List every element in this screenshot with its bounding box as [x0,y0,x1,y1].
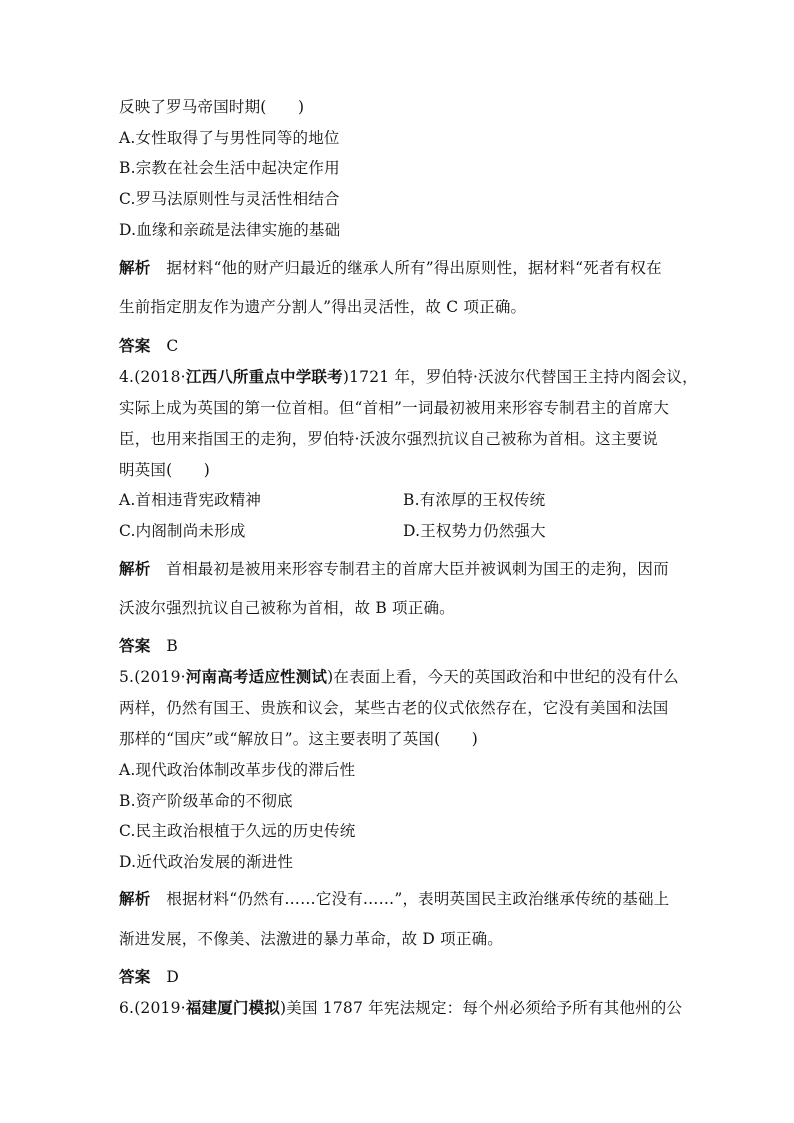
q6-source: 福建厦门模拟 [185,998,281,1017]
q3-answer-value: C [166,337,179,355]
q4-number: 4.(2018· [119,368,186,386]
q4-stem-line-4: 明英国( ) [119,461,210,479]
q4-option-d: D.王权势力仍然强大 [403,522,546,540]
q5-stem-line-1 [119,667,679,687]
q5-answer-label: 答案 [119,967,151,986]
q4-option-a: A.首相违背宪政精神 [119,491,262,509]
q3-stem-tail: 反映了罗马帝国时期( ) [119,98,305,116]
q4-option-b: B.有浓厚的王权传统 [403,491,546,509]
q5-stem-line-3: 那样的“国庆”或“解放日”。这主要表明了英国( ) [119,730,478,748]
q5-answer-value: D [166,968,180,986]
q4-option-c: C.内阁制尚未形成 [119,522,246,540]
q6-stem-line-1 [119,998,682,1018]
q5-option-c: C.民主政治根植于久远的历史传统 [119,822,356,840]
q4-options-row-1 [119,490,261,510]
q3-option-d: D.血缘和亲疏是法律实施的基础 [119,221,341,239]
q3-analysis-label: 解析 [119,258,151,277]
q3-answer-label: 答案 [119,336,151,355]
q5-analysis-line-1 [119,889,669,909]
q5-option-b: B.资产阶级革命的不彻底 [119,792,293,810]
q4-source: 江西八所重点中学联考 [185,367,343,386]
q4-stem-line-1 [119,367,698,387]
q6-number: 6.(2019· [119,999,186,1017]
q3-analysis-line-1 [119,258,662,278]
q5-number: 5.(2019· [119,668,186,686]
q6-stem-rest: )美国 1787 年宪法规定：每个州必须给予所有其他州的公 [280,999,683,1017]
q3-analysis-text-1: 据材料“他的财产归最近的继承人所有”得出原则性，据材料“死者有权在 [166,259,662,277]
q5-option-a: A.现代政治体制改革步伐的滞后性 [119,761,356,779]
q5-answer [119,967,179,987]
q5-option-d: D.近代政治发展的渐进性 [119,853,294,871]
q3-option-a: A.女性取得了与男性同等的地位 [119,129,340,147]
q5-analysis-text-1: 根据材料“仍然有……它没有……”，表明英国民主政治继承传统的基础上 [166,890,670,908]
q4-answer-value: B [166,637,178,655]
q4-answer [119,636,178,656]
q4-analysis-line-1 [119,559,669,579]
q4-analysis-line-2: 沃波尔强烈抗议自己被称为首相，故 B 项正确。 [119,599,455,617]
q5-stem-line-2: 两样，仍然有国王、贵族和议会，某些古老的仪式依然存在，它没有美国和法国 [119,699,669,717]
q4-answer-label: 答案 [119,636,151,655]
q3-option-b: B.宗教在社会生活中起决定作用 [119,159,340,177]
q4-stem-line-3: 臣，也用来指国王的走狗，罗伯特·沃波尔强烈抗议自己被称为首相。这主要说 [119,430,658,448]
q5-analysis-line-2: 渐进发展，不像美、法激进的暴力革命，故 D 项正确。 [119,930,503,948]
q5-analysis-label: 解析 [119,889,151,908]
q3-option-c: C.罗马法原则性与灵活性相结合 [119,190,340,208]
q5-stem-rest: )在表面上看，今天的英国政治和中世纪的没有什么 [327,668,679,686]
q4-stem-rest: )1721 年，罗伯特·沃波尔代替国王主持内阁会议， [342,368,698,386]
q3-answer [119,336,178,356]
q5-source: 河南高考适应性测试 [185,667,328,686]
q4-analysis-label: 解析 [119,559,151,578]
q4-analysis-text-1: 首相最初是被用来形容专制君主的首席大臣并被讽刺为国王的走狗，因而 [166,560,669,578]
q4-stem-line-2: 实际上成为英国的第一位首相。但“首相”一词最初被用来形容专制君主的首席大 [119,399,670,417]
q3-analysis-line-2: 生前指定朋友作为遗产分割人”得出灵活性，故 C 项正确。 [119,298,527,316]
